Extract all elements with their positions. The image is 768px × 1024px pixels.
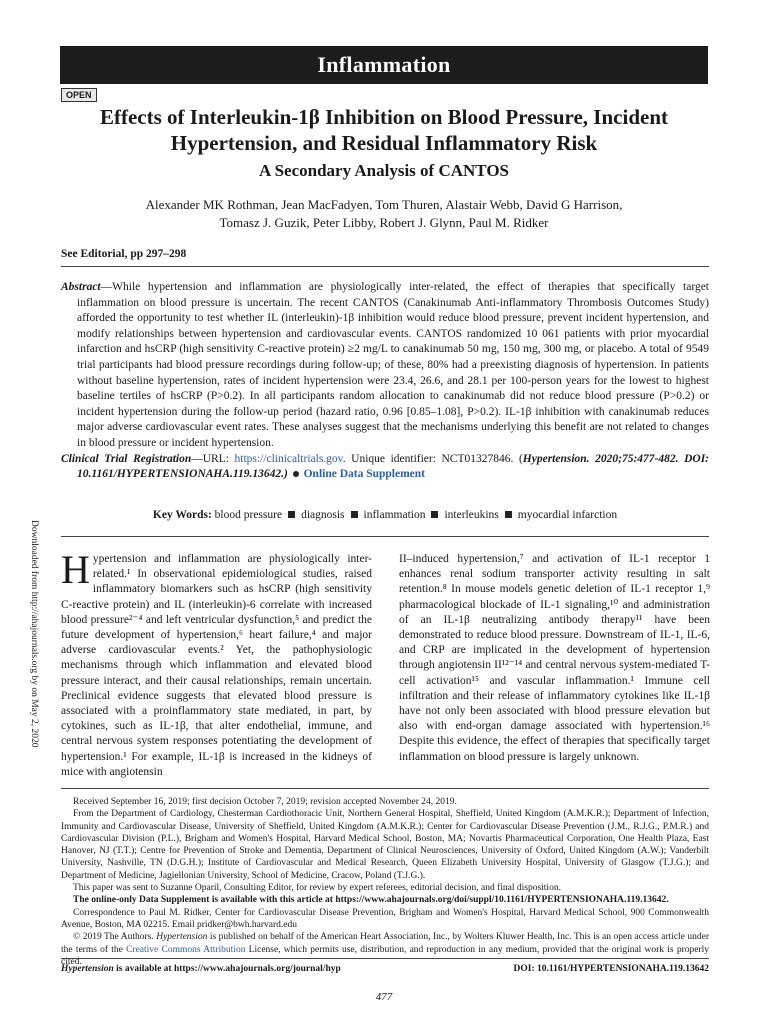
supplement-note: The online-only Data Supplement is available with this article at https://www.ahajournals.org/doi/suppl/10.1161/HYPERTENSIONAHA.119.13642. [73, 895, 669, 906]
abstract-label: Abstract [61, 281, 101, 293]
body-text-left: ypertension and inflammation are physiologically inter-related.¹ In observational epidemiological studies, raised inflammatory biomarkers such as hsCRP (high sensitivity C-reactive protein) and IL (interleukin)-6 correlate with increased blood pressure²⁻⁴ and left ventricular dysfunction,⁵ and predict the future development of hypertension,⁶ heart failure,⁴ and major adverse cardiovascular events.² Yet, the pathophysiologic mechanisms through which inflammation and elevated blood pressure interact, and their causal relationships, remain uncertain. Preclinical evidence suggests that elevated blood pressure is associated with a proinflammatory state mediated, in part, by cytokines, such as IL-1β, that alter endothelial, immune, and central nervous system responses potentiating the development of hypertension.¹ For example, IL-1β is increased in the kidneys of mice with angiotensin [61, 553, 372, 778]
section-title: Inflammation [317, 52, 451, 77]
affiliations-note: From the Department of Cardiology, Chesterman Cardiothoracic Unit, Northern General Hospital, Sheffield, United Kingdom (A.M.K.R.); Department of Infection, Immunity and Cardiovascular Disease, University of Sheffield, United Kingdom (A.M.K.R.); Center for Cardiovascular Disease Prevention (J.M., R.J.G., P.M.R.) and Cardiovascular Division (P.L.), Brigham and Women's Hospital, Harvard Medical School, Boston, MA; Novartis Pharmaceutical Corporation, One Health Plaza, East Hanover, NJ (T.T.); Centre for Prevention of Stroke and Dementia, Department of Clinical Neurosciences, University of Oxford, United Kingdom (A.W.); Vanderbilt University, Nashville, TN (D.G.H.); Institute of Cardiovascular and Medical Research, Queen Elizabeth University Hospital, University of Glasgow (T.J.G.); and Department of Medicine, Jagiellonian University, School of Medicine, Cracow, Poland (T.J.G.). [61, 809, 709, 881]
body-text-right: II–induced hypertension,⁷ and activation of IL-1 receptor 1 enhances renal sodium transporter activity resulting in salt retention.⁸ In mouse models genetic deletion of IL-1 receptor 1,⁹ pharmacological blockade of IL-1 signaling,¹⁰ and administration of an IL-1β neutralizing antibody therapy¹¹ have been demonstrated to reduce blood pressure. Downstream of IL-1, IL-6, and CRP are implicated in the development of hypertension through angiotensin II¹²⁻¹⁴ and central nervous system-mediated T-cell activation¹⁵ and vascular inflammation.¹ Immune cell infiltration and their release of inflammatory cytokines like IL-1β have not only been associated with blood pressure elevation but also with end-organ damage associated with hypertension.¹⁶ Despite this evidence, the effect of therapies that specifically target inflammation on blood pressure is largely unknown. [399, 553, 710, 763]
abstract [61, 280, 709, 483]
section-banner [60, 46, 708, 84]
keyword: myocardial infarction [517, 509, 618, 521]
open-access-badge: OPEN [61, 88, 97, 102]
keyword: inflammation [363, 509, 426, 521]
keyword: interleukins [444, 509, 499, 521]
review-note: This paper was sent to Suzanne Oparil, Consulting Editor, for review by expert referees, editorial decision, and final disposition. [73, 883, 561, 894]
divider [61, 266, 709, 267]
received-note: Received September 16, 2019; first decision October 7, 2019; revision accepted November 24, 2019. [73, 797, 457, 807]
square-bullet-icon [431, 511, 438, 518]
editorial-note[interactable]: See Editorial, pp 297–298 [61, 248, 187, 260]
download-watermark: Downloaded from http://ahajournals.org by on May 2, 2020 [29, 520, 39, 748]
article-subtitle: A Secondary Analysis of CANTOS [258, 161, 509, 180]
trial-registration-label: Clinical Trial Registration [61, 452, 192, 465]
drop-cap: H [61, 547, 90, 592]
keyword: blood pressure [214, 509, 283, 521]
footnotes [61, 796, 709, 968]
correspondence-note: Correspondence to Paul M. Ridker, Center for Cardiovascular Disease Prevention, Brigham and Women's Hospital, Harvard Medical School, 900 Commonwealth Avenue, Boston, MA 02215. Email pridker@bwh.harvard.edu [61, 907, 709, 930]
citation: Hypertension. 2020;75:477-482. DOI: 10.1161/HYPERTENSIONAHA.119.13642.) [77, 452, 710, 481]
divider [61, 958, 709, 959]
body-column-right [399, 552, 710, 765]
keywords-label: Key Words: [152, 509, 212, 521]
square-bullet-icon [288, 511, 295, 518]
bullet-icon [293, 471, 299, 477]
page-footer [61, 964, 709, 974]
authors-line-1: Alexander MK Rothman, Jean MacFadyen, Tom Thuren, Alastair Webb, David G Harrison, [145, 197, 623, 212]
keyword: diagnosis [301, 509, 345, 521]
divider [61, 536, 709, 537]
trial-post: . Unique identifier: NCT01327846. ( [342, 452, 523, 465]
body-column-left [61, 547, 372, 780]
trial-url-link[interactable]: https://clinicaltrials.gov [234, 452, 343, 465]
authors-line-2: Tomasz J. Guzik, Peter Libby, Robert J. Glynn, Paul M. Ridker [219, 215, 549, 230]
footer-journal: Hypertension is available at https://www.ahajournals.org/journal/hyp [61, 964, 341, 974]
page-number: 477 [375, 991, 393, 1003]
square-bullet-icon [505, 511, 512, 518]
keywords [61, 509, 709, 521]
author-list [60, 196, 708, 232]
trial-pre: —URL: [191, 452, 235, 465]
license-link[interactable]: Creative Commons Attribution [126, 944, 246, 955]
copyright-note: © 2019 The Authors. Hypertension is published on behalf of the American Heart Association, Inc., by Wolters Kluwer Health, Inc. This is an open access article under the terms of the Creative Commons Attribution License, which permits use, distribution, and reproduction in any medium, provided that the original work is properly cited. [61, 932, 710, 967]
square-bullet-icon [351, 511, 358, 518]
article-title: Effects of Interleukin-1β Inhibition on Blood Pressure, Incident Hypertension, and Residual Inflammatory Risk [99, 105, 668, 155]
abstract-text: —While hypertension and inflammation are physiologically inter-related, the effect of therapies that specifically target inflammation on blood pressure is uncertain. The recent CANTOS (Canakinumab Anti-inflammatory Thrombosis Outcomes Study) afforded the opportunity to test whether IL (interleukin)-1β inhibition would reduce blood pressure, prevent incident hypertension, and modify relationships between hypertension and cardiovascular events. CANTOS randomized 10 061 patients with prior myocardial infarction and hsCRP (high sensitivity C-reactive protein) ≥2 mg/L to canakinumab 50 mg, 150 mg, 300 mg, or placebo. A total of 9549 trial participants had blood pressure recordings during follow-up; of these, 80% had a preexisting diagnosis of hypertension. In patients without baseline hypertension, rates of incident hypertension were 23.4, 26.6, and 28.1 per 100-person years for the lowest to highest baseline tertiles of hsCRP (P>0.2). In all participants random allocation to canakinumab did not reduce blood pressure (P>0.2) or incident hypertension during the follow-up period (hazard ratio, 0.96 [0.85–1.08], P>0.2). IL-1β inhibition with canakinumab reduces major adverse cardiovascular event rates. These analyses suggest that the mechanisms underlying this benefit are not related to changes in blood pressure or incident hypertension. [77, 281, 709, 449]
online-supplement-link[interactable]: Online Data Supplement [303, 468, 426, 481]
divider [61, 788, 709, 789]
footer-doi: DOI: 10.1161/HYPERTENSIONAHA.119.13642 [513, 964, 709, 974]
